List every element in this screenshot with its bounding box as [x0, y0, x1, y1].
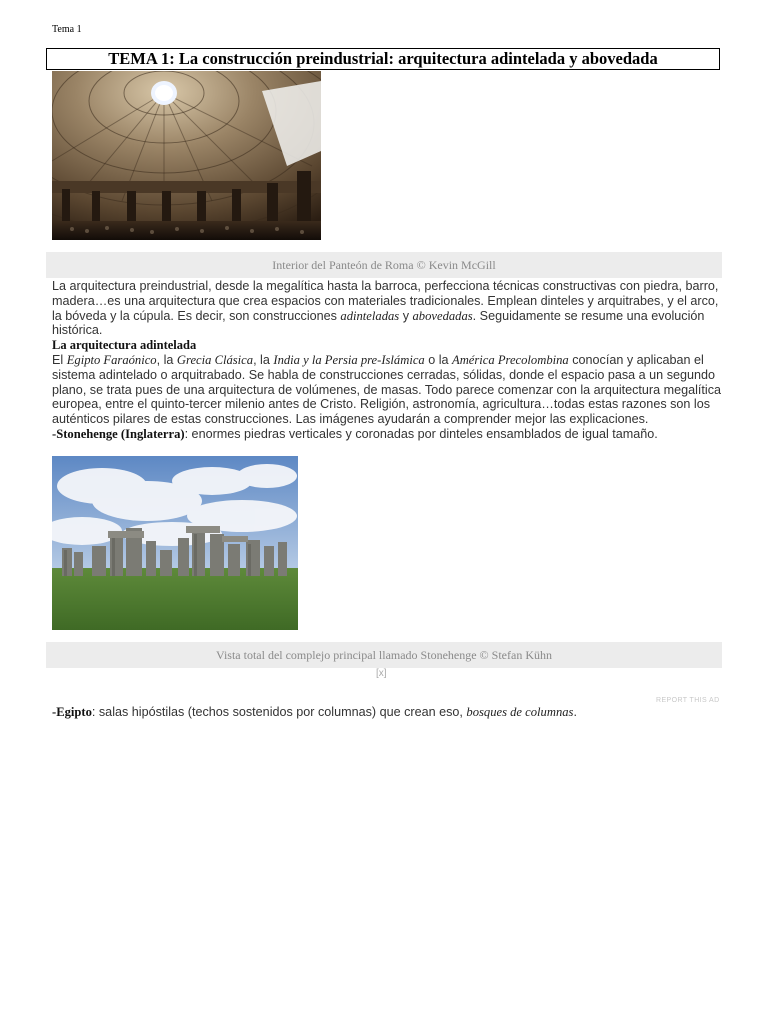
header-label: Tema 1	[52, 24, 82, 35]
intro-text-3: . Seguidamente se resume una evolución histórica.	[52, 308, 705, 338]
stonehenge-image	[52, 456, 298, 630]
pantheon-caption: Interior del Panteón de Roma © Kevin McGill	[46, 252, 722, 278]
pantheon-image	[52, 71, 321, 240]
italic-bosques-de-columnas: bosques de columnas	[466, 705, 574, 719]
intro-italic-abovedadas: abovedadas	[412, 308, 473, 323]
italic-america-precolombina: América Precolombina	[452, 352, 569, 367]
stonehenge-text: : enormes piedras verticales y coronadas por dinteles ensamblados de igual tamaño.	[184, 426, 658, 441]
intro-text-2: y	[399, 308, 413, 323]
section-text-1: El	[52, 352, 67, 367]
egipto-paragraph	[52, 705, 722, 720]
egipto-label: -Egipto	[52, 705, 92, 719]
section-heading: La arquitectura adintelada	[52, 338, 197, 353]
italic-india-persia: India y la Persia pre-Islámica	[273, 352, 425, 367]
egipto-text-2: .	[573, 705, 577, 719]
italic-grecia-clasica: Grecia Clásica	[176, 352, 254, 367]
ad-close-button[interactable]: [x]	[376, 668, 387, 679]
intro-italic-adinteladas: adinteladas	[340, 308, 400, 323]
section-text-5: conocían y aplicaban el sistema adintelado o arquitrabado. Se habla de construcciones cerradas, sólidas, donde el espacio pasa a un segundo plano, se trata pues de una arquitectura de volúmenes, de masas. Todo parece comenzar con la arquitectura megalítica europea, entre el quinto-tercer milenio antes de Cristo. Religión, astronomía, agricultura…todas estas razones son los auténticos pilares de estas construcciones. Las imágenes ayudarán a comprender mejor las explicaciones.	[52, 352, 722, 427]
intro-text-1: La arquitectura preindustrial, desde la megalítica hasta la barroca, perfecciona técnicas constructivas con piedra, barro, madera…es una arquitectura que crea espacios con materiales tradicionales. Emplean dinteles y arquitrabes, y el arco, la bóveda y la cúpula. Es decir, son construcciones	[52, 279, 719, 323]
section-text-4: o la	[424, 352, 453, 367]
section-text-2: , la	[156, 352, 177, 367]
intro-paragraph	[52, 279, 722, 442]
page-title: TEMA 1: La construcción preindustrial: arquitectura adintelada y abovedada	[46, 48, 720, 70]
italic-egipto-faraonico: Egipto Faraónico	[66, 352, 157, 367]
section-text-3: , la	[253, 352, 274, 367]
stonehenge-label: -Stonehenge (Inglaterra)	[52, 426, 185, 441]
report-ad-link[interactable]: REPORT THIS AD	[656, 697, 720, 704]
stonehenge-caption: Vista total del complejo principal llamado Stonehenge © Stefan Kühn	[46, 642, 722, 668]
egipto-text-1: : salas hipóstilas (techos sostenidos por columnas) que crean eso,	[91, 705, 467, 719]
